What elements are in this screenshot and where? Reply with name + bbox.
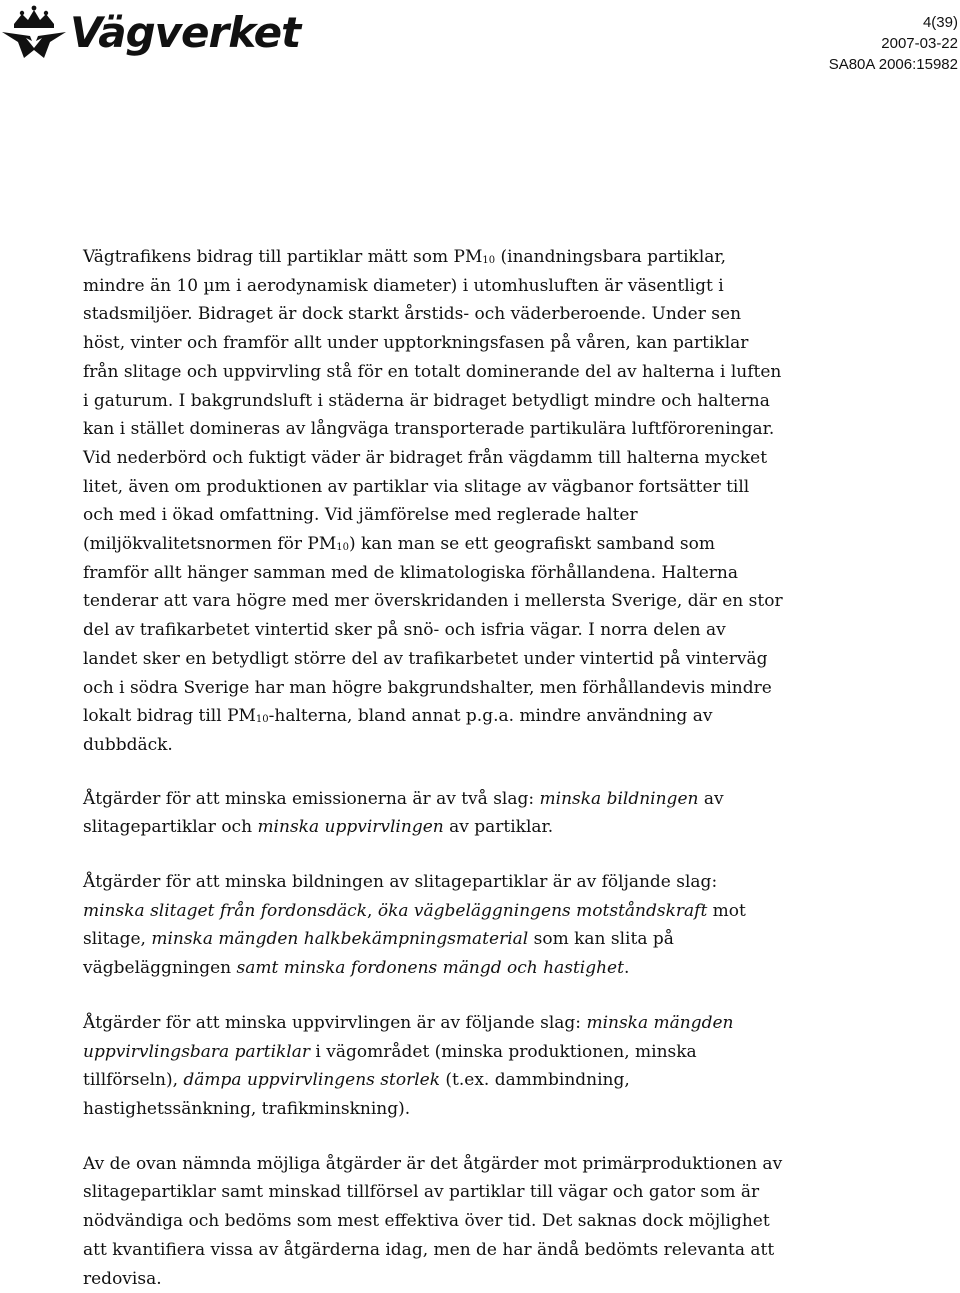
subscript-text: 10 [336, 542, 349, 554]
document-date: 2007-03-22 [881, 35, 958, 52]
subscript-text: 10 [482, 255, 496, 266]
emphasis-text: minska mängden halkbekämpningsmaterial [151, 929, 529, 950]
emphasis-text: öka vägbeläggningens motståndskraft [377, 900, 708, 921]
text-run: ) kan man se ett geografiskt samband som framför allt hänger samman med de klimatologiska förhållandena. Halterna tenderar att vara högre med mer överskridanden i mellersta Sverige, där en stor del av trafikarbetet vintertid sker på snö- och isfria vägar. I norra delen av landet sker en betydligt större del av trafikarbetet under vintertid på vinterväg och i södra Sverige har man högre bakgrundshalter, men förhållandevis mindre lokalt bidrag till PM [83, 534, 783, 727]
text-run: av partiklar. [443, 817, 554, 838]
text-run: . [623, 958, 630, 979]
paragraph-pm10 [83, 243, 783, 760]
text-run: Åtgärder för att minska uppvirvlingen är av följande slag: [83, 1012, 587, 1033]
emphasis-text: minska mängden uppvirvlingsbara partiklar [83, 1012, 734, 1062]
text-run: (inandningsbara partiklar, mindre än 10 µm i aerodynamisk diameter) i utomhusluften är väsentligt i stadsmiljöer. Bidraget är dock starkt årstids- och väderberoende. Under sen höst, vinter och framför allt under upptorkningsfasen på våren, kan partiklar från slitage och uppvirvling stå för en totalt dominerande del av halterna i luften i gaturum. I bakgrundsluft i städerna är bidraget betydligt mindre och halterna kan i stället domineras av långväga transporterade partikulära luftföroreningar. Vid nederbörd och fuktigt väder är bidraget från vägdamm till halterna mycket litet, även om produktionen av partiklar via slitage av vägbanor fortsätter till och med i ökad omfattning. Vid jämförelse med reglerade halter (miljökvalitetsnormen för PM [83, 247, 782, 555]
logo-wordmark: Vägverket [70, 8, 301, 57]
paragraph-wear-measures [83, 868, 783, 983]
emphasis-text: dämpa uppvirvlingens storlek [183, 1070, 441, 1091]
document-id: SA80A 2006:15982 [828, 56, 958, 73]
text-run: Av de ovan nämnda möjliga åtgärder är det åtgärder mot primärproduktionen av slitagepartiklar samt minskad tillförsel av partiklar till vägar och gator som är nödvändiga och bedöms som mest effektiva över tid. Det saknas dock möjlighet att kvantifiera vissa av åtgärderna idag, men de har ändå bedömts relevanta att redovisa. [83, 1153, 783, 1289]
crown-emblem-icon [0, 2, 70, 66]
document-meta [829, 12, 958, 75]
emphasis-text: minska bildningen [539, 788, 699, 809]
text-run: Åtgärder för att minska bildningen av slitagepartiklar är av följande slag: [83, 872, 718, 893]
text-run: , [367, 900, 378, 921]
vagverket-logo [0, 2, 301, 66]
document-body [83, 243, 783, 1293]
text-run: av slitagepartiklar och [83, 788, 724, 838]
text-run: i vägområdet (minska produktionen, minska tillförseln), [83, 1041, 697, 1091]
text-run: som kan slita på vägbeläggningen [83, 929, 674, 979]
text-run: mot slitage, [83, 900, 746, 950]
text-run: -halterna, bland annat p.g.a. mindre användning av dubbdäck. [83, 706, 713, 755]
paragraph-conclusion [83, 1150, 783, 1293]
text-run: (t.ex. dammbindning, hastighetssänkning, trafikminskning). [83, 1070, 630, 1119]
emphasis-text: minska slitaget från fordonsdäck [83, 900, 368, 921]
page-number: 4(39) [922, 14, 958, 31]
text-run: Åtgärder för att minska emissionerna är av två slag: [83, 788, 540, 809]
text-run: Vägtrafikens bidrag till partiklar mätt som PM [83, 247, 483, 267]
paragraph-suspension-measures [83, 1009, 783, 1124]
subscript-text: 10 [255, 714, 269, 726]
emphasis-text: minska uppvirvlingen [257, 817, 444, 838]
emphasis-text: samt minska fordonens mängd och hastighet [236, 958, 624, 979]
paragraph-measures-overview [83, 785, 783, 842]
